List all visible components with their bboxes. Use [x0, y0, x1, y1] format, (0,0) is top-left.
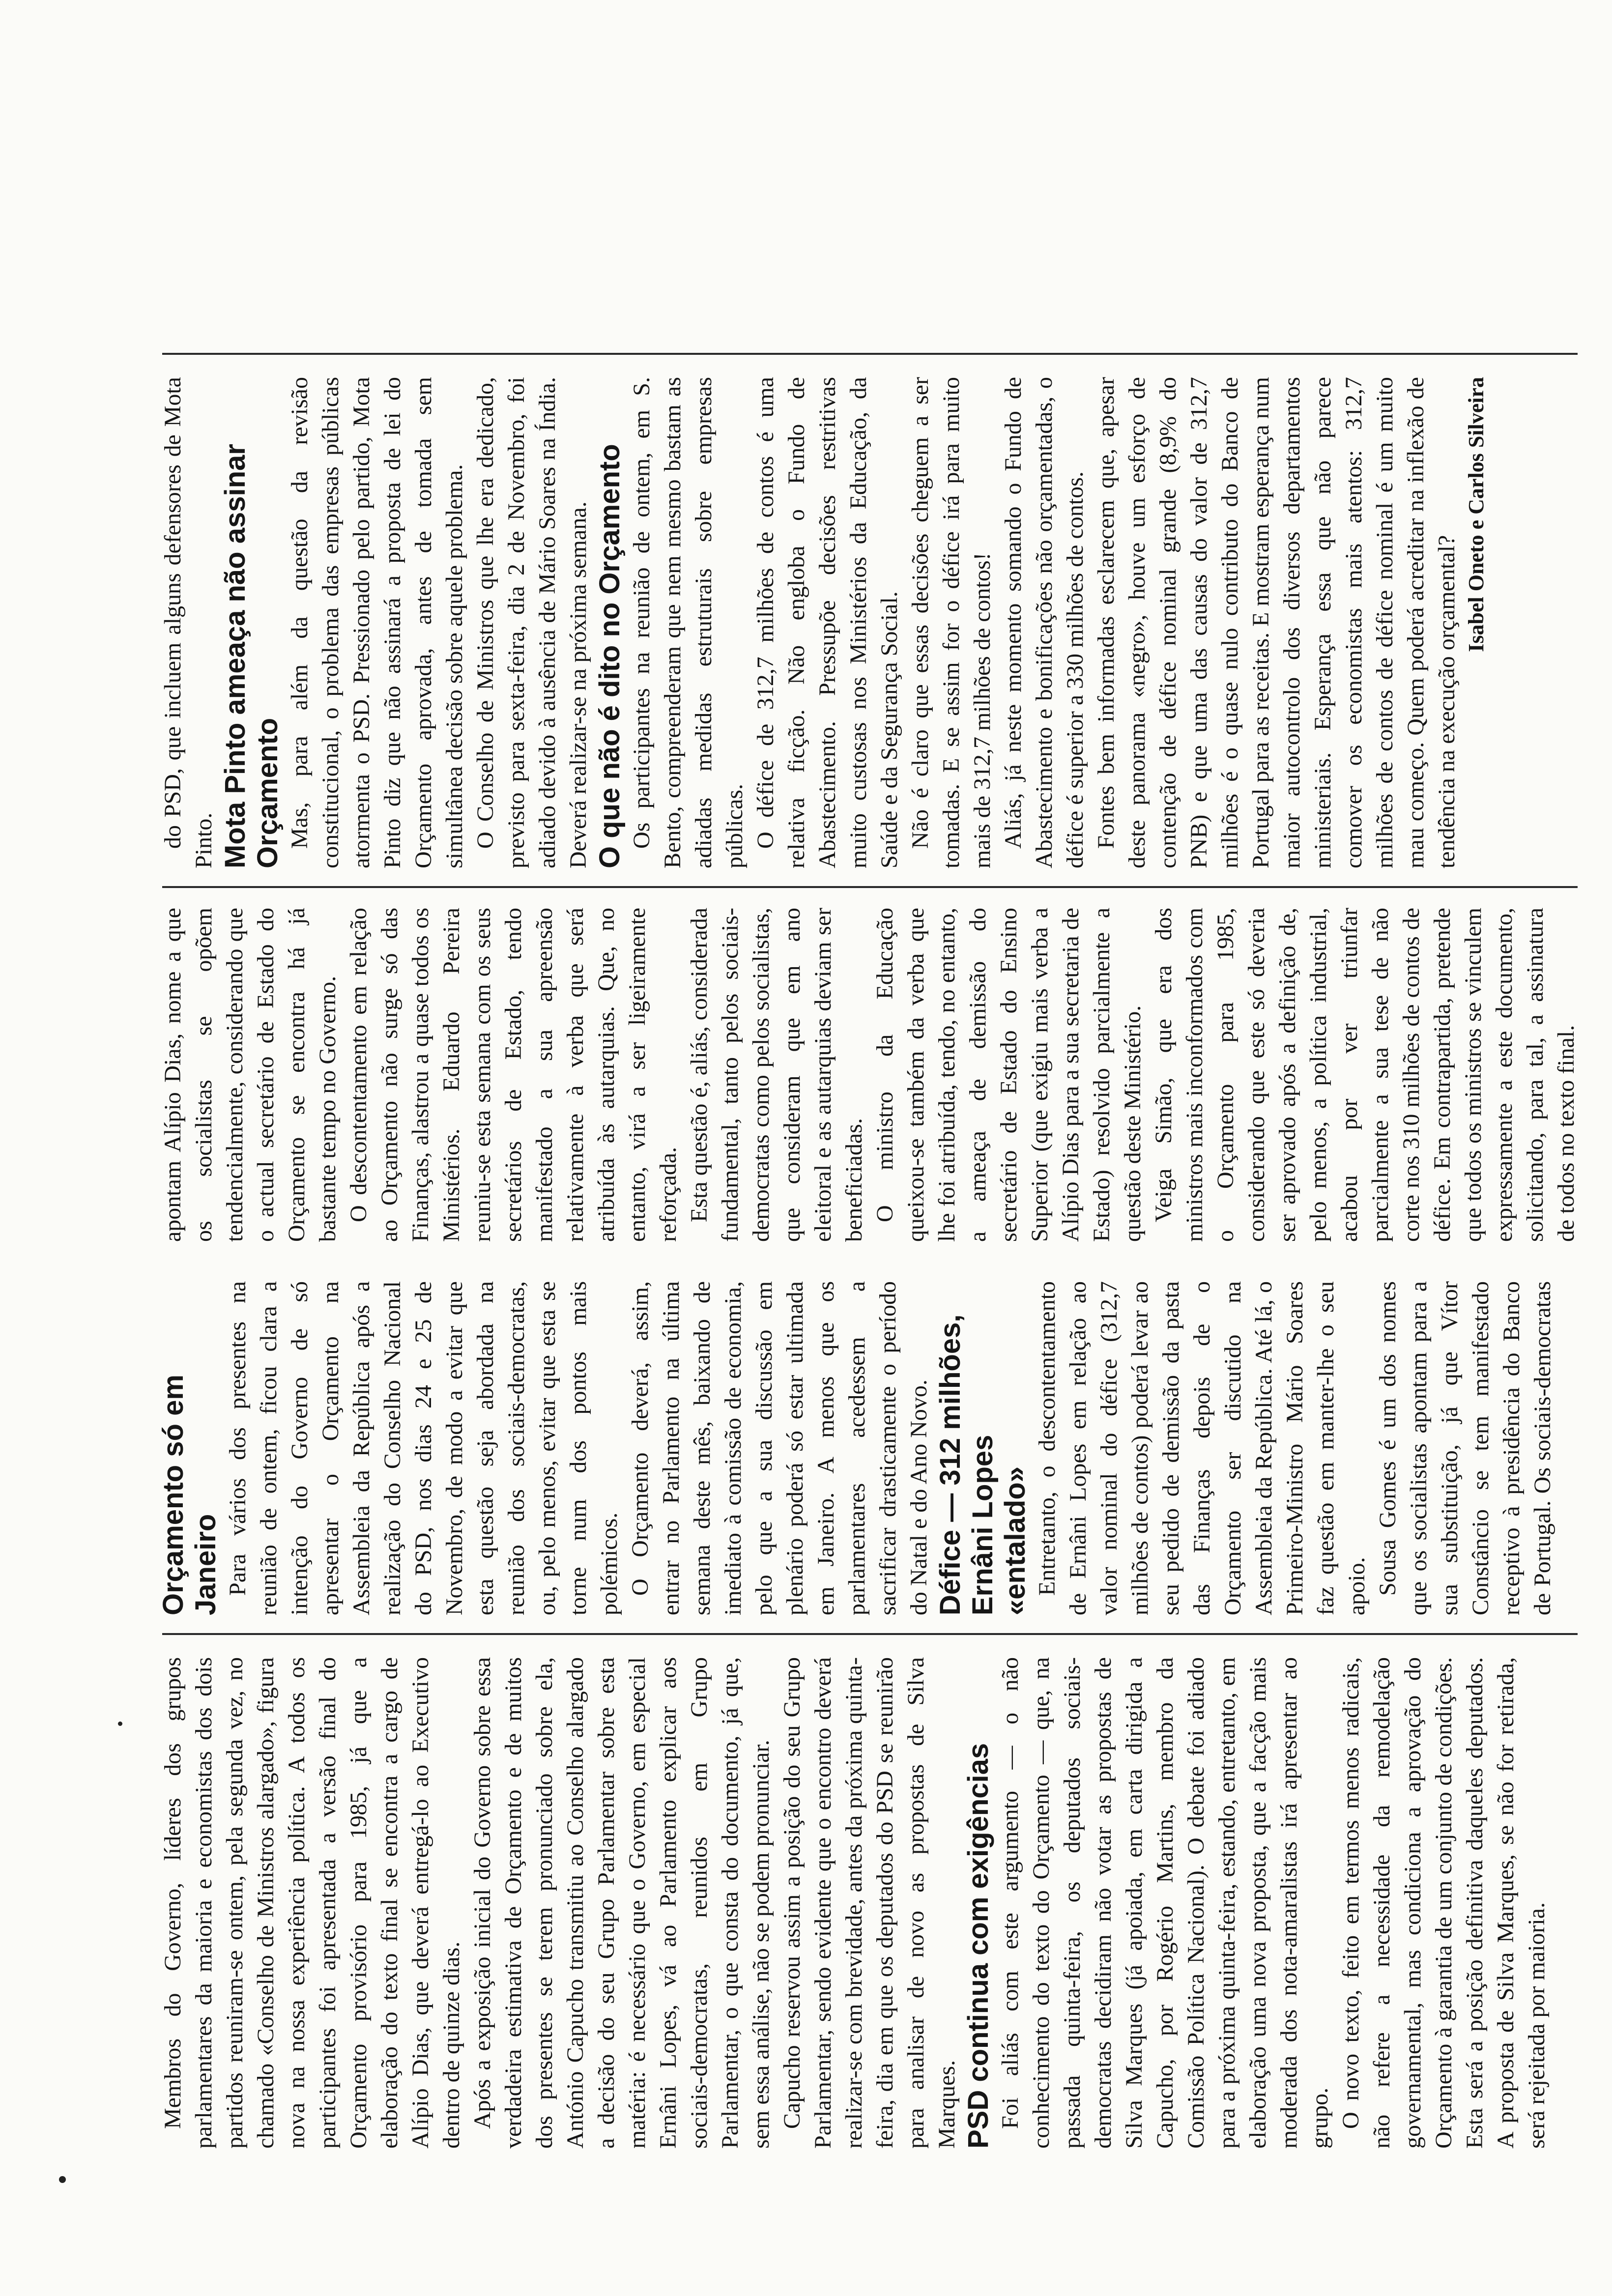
paragraph: Membros do Governo, líderes dos grupos parlamentares da maioria e economistas dos dois partidos reuniram-se ontem, pela segunda vez, no chamado «Conselho de Ministros alargado», figura nova na nossa experiência política. A todos os participantes foi apresentada a versão final do Orçamento provisório para 1985, já que a elaboração do texto final se encontra a cargo de Alípio Dias, que deverá entregá-lo ao Executivo dentro de quinze dias. — [160, 1657, 464, 2149]
column-rule — [162, 1633, 1578, 1635]
paragraph: Esta questão é, aliás, considerada fundamental, tanto pelos sociais-democratas como pelos socialistas, que consideram que em ano eleitoral e as autarquias deviam ser beneficiadas. — [686, 908, 867, 1242]
section-heading: Défice — 312 milhões, Ernâni Lopes «entalado» — [934, 1314, 1031, 1615]
paragraph: Aliás, já neste momento somando o Fundo de Abastecimento e bonificações não orçamentadas, o défice é superior a 330 milhões de contos. — [1000, 377, 1088, 868]
section-heading: PSD continua com exigências — [962, 1743, 994, 2149]
column-2 — [157, 908, 1583, 1615]
paragraph: Fontes bem informadas esclarecem que, apesar deste panorama «negro», houve um esforço de contenção de défice nominal grande (8,9% do PNB) e que uma das causas do valor de 312,7 milhões é o quase nulo contributo do Banco de Portugal para as receitas. E mostram esperança num maior autocontrolo dos diversos departamentos ministeriais. Esperança essa que não parece comover os economistas mais atentos: 312,7 milhões de contos de défice nominal é um muito mau começo. Quem poderá acreditar na inflexão de tendência na execução orçamental? — [1093, 377, 1460, 868]
paragraph: Entretanto, o descontentamento de Ernâni Lopes em relação ao valor nominal do défice (312,7 milhões de contos) poderá levar ao seu pedido de demissão da pasta das Finanças depois de o Orçamento ser discutido na Assembleia da República. Até lá, o Primeiro-Ministro Mário Soares faz questão em manter-lhe o seu apoio. — [1034, 1281, 1370, 1615]
paragraph: Mas, para além da questão da revisão constitucional, o problema das empresas públicas atormenta o PSD. Pressionado pelo partido, Mota Pinto diz que não assinará a proposta de lei do Orçamento aprovada, antes de tomada sem simultânea decisão sobre aquele problema. — [287, 377, 467, 868]
column-rule — [162, 353, 1578, 355]
paragraph: Para vários dos presentes na reunião de ontem, ficou clara a intenção do Governo de só apresentar o Orçamento na Assembleia da República após a realização do Conselho Nacional do PSD, nos dias 24 e 25 de Novembro, de modo a evitar que esta questão seja abordada na reunião dos sociais-democratas, ou, pelo menos, evitar que esta se torne num dos pontos mais polémicos. — [225, 1281, 622, 1615]
section-heading: Orçamento só em Janeiro — [157, 1375, 222, 1615]
byline: Isabel Oneto e Carlos Silveira — [1464, 377, 1488, 652]
paragraph: Sousa Gomes é um dos nomes que os socialistas apontam para a sua substituição, já que Vítor Constâncio se tem manifestado receptivo à presidência do Banco de Portugal. Os sociais-democratas apontam Alípio Dias, nome a que os socialistas se opõem tendencialmente, considerando que o actual secretário de Estado do Orçamento se encontra há já bastante tempo no Governo. — [160, 908, 1555, 1615]
paragraph: Foi aliás com este argumento — o não conhecimento do texto do Orçamento — que, na passada quinta-feira, os deputados sociais-democratas decidiram não votar as propostas de Silva Marques (já apoiada, em carta dirigida a Capucho, por Rogério Martins, membro da Comissão Política Nacional). O debate foi adiado para a próxima quinta-feira, estando, entretanto, em elaboração uma nova proposta, que a facção mais moderada dos nota-amaralistas irá apresentar ao grupo. — [997, 1657, 1333, 2149]
paragraph: Capucho reservou assim a posição do seu Grupo Parlamentar, sendo evidente que o encontro deverá realizar-se com brevidade, antes da próxima quinta-feira, dia em que os deputados do PSD se reunirão para analisar de novo as propostas de Silva Marques. — [779, 1657, 960, 2149]
paragraph: do PSD, que incluem alguns defensores de Mota Pinto. — [160, 377, 217, 868]
paragraph: Não é claro que essas decisões cheguem a ser tomadas. E se assim for o défice irá para muito mais de 312,7 milhões de contos! — [907, 377, 995, 868]
paragraph: O novo texto, feito em termos menos radicais, não refere a necessidade da remodelação governamental, mas condiciona a aprovação do Orçamento à garantia de um conjunto de condições. Esta será a posição definitiva daqueles deputados. A proposta de Silva Marques, se não for retirada, será rejeitada por maioria. — [1338, 1657, 1550, 2149]
column-rule — [162, 886, 1578, 888]
column-1 — [157, 1657, 1583, 2149]
column-2-split — [157, 908, 1583, 1615]
paragraph: Veiga Simão, que era dos ministros mais inconformados com o Orçamento para 1985, considerando que este só deveria ser aprovado após a definição de, pelo menos, a política industrial, acabou por ver triunfar parcialmente a sua tese de não corte nos 310 milhões de contos de défice. Em contrapartida, pretende que todos os ministros se vinculem expressamente a este documento, solicitando, para tal, a assinatura de todos no texto final. — [1151, 908, 1579, 1242]
paragraph: O Orçamento deverá, assim, entrar no Parlamento na última semana deste mês, baixando de imediato à comissão de economia, pelo que a sua discussão em plenário poderá só estar ultimada em Janeiro. A menos que os parlamentares acedessem a sacrificar drasticamente o período do Natal e do Ano Novo. — [627, 1281, 932, 1615]
paragraph: O descontentamento em relação ao Orçamento não surge só das Finanças, alastrou a quase todos os Ministérios. Eduardo Pereira reuniu-se esta semana com os seus secretários de Estado, tendo manifestado a sua apreensão relativamente à verba que será atribuída às autarquias. Que, no entanto, virá a ser ligeiramente reforçada. — [345, 908, 681, 1242]
paragraph: O défice de 312,7 milhões de contos é uma relativa ficção. Não engloba o Fundo de Abastecimento. Pressupõe decisões restritivas muito custosas nos Ministérios da Educação, da Saúde e da Segurança Social. — [752, 377, 902, 868]
paragraph: Os participantes na reunião de ontem, em S. Bento, compreenderam que nem mesmo bastam as adiadas medidas estruturais sobre empresas públicas. — [629, 377, 748, 868]
section-heading: Mota Pinto ameaça não assinar Orçamento — [219, 444, 284, 868]
column-3 — [157, 377, 1583, 868]
paragraph: O ministro da Educação queixou-se também da verba que lhe foi atribuída, tendo, no entanto, a ameaça de demissão do secretário de Estado do Ensino Superior (que exigiu mais verba a Alípio Dias para a sua secretaria de Estado) resolvido parcialmente a questão deste Ministério. — [872, 908, 1146, 1242]
paragraph: Após a exposição inicial do Governo sobre essa verdadeira estimativa de Orçamento e de muitos dos presentes se terem pronunciado sobre ela, António Capucho transmitiu ao Conselho alargado a decisão do seu Grupo Parlamentar sobre esta matéria: é necessário que o Governo, em especial Ernâni Lopes, vá ao Parlamento explicar aos sociais-democratas, reunidos em Grupo Parlamentar, o que consta do documento, já que, sem essa análise, não se podem pronunciar. — [469, 1657, 774, 2149]
paragraph: O Conselho de Ministros que lhe era dedicado, previsto para sexta-feira, dia 2 de Novembro, foi adiado devido à ausência de Mário Soares na Índia. Deverá realizar-se na próxima semana. — [472, 377, 591, 868]
section-heading: O que não é dito no Orçamento — [594, 444, 626, 868]
scan-speck — [118, 1722, 122, 1726]
scan-speck — [59, 2176, 66, 2183]
